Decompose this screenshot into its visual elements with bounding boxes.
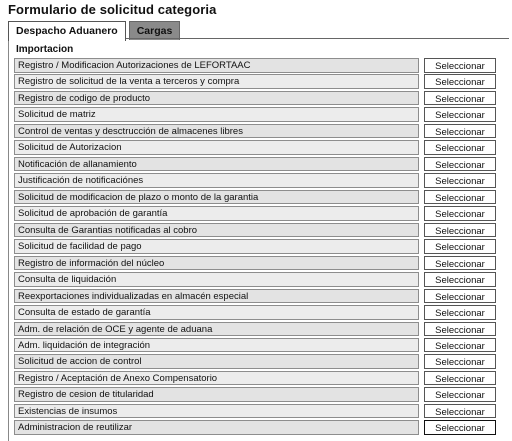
request-type-label: Adm. de relación de OCE y agente de aduana [14, 322, 419, 337]
list-item [14, 404, 498, 420]
request-type-label: Registro / Aceptación de Anexo Compensatorio [14, 371, 419, 386]
request-type-label: Consulta de estado de garantía [14, 305, 419, 320]
request-type-label: Solicitud de Autorizacion [14, 140, 419, 155]
select-button[interactable]: Seleccionar [424, 91, 496, 106]
select-button[interactable]: Seleccionar [424, 338, 496, 353]
select-button[interactable]: Seleccionar [424, 387, 496, 402]
list-item [14, 124, 498, 140]
list-item [14, 140, 498, 156]
select-button[interactable]: Seleccionar [424, 124, 496, 139]
tab-despacho-aduanero[interactable]: Despacho Aduanero [8, 21, 126, 41]
list-item [14, 387, 498, 403]
request-type-label: Justificación de notificaciónes [14, 173, 419, 188]
select-button[interactable]: Seleccionar [424, 173, 496, 188]
list-item [14, 338, 498, 354]
list-item [14, 74, 498, 90]
request-list [14, 58, 498, 437]
request-type-label: Solicitud de accion de control [14, 354, 419, 369]
select-button[interactable]: Seleccionar [424, 190, 496, 205]
list-item [14, 91, 498, 107]
request-type-label: Notificación de allanamiento [14, 157, 419, 172]
select-button[interactable]: Seleccionar [424, 140, 496, 155]
list-item [14, 272, 498, 288]
list-item [14, 157, 498, 173]
select-button[interactable]: Seleccionar [424, 256, 496, 271]
request-type-label: Registro de codigo de producto [14, 91, 419, 106]
request-type-label: Registro / Modificacion Autorizaciones de LEFORTAAC [14, 58, 419, 73]
list-item [14, 322, 498, 338]
list-item [14, 190, 498, 206]
list-item [14, 420, 498, 436]
request-type-label: Registro de solicitud de la venta a terceros y compra [14, 74, 419, 89]
list-item [14, 239, 498, 255]
request-type-label: Existencias de insumos [14, 404, 419, 419]
request-type-label: Adm. liquidación de integración [14, 338, 419, 353]
request-type-label: Reexportaciones individualizadas en almacén especial [14, 289, 419, 304]
list-item [14, 173, 498, 189]
request-type-label: Solicitud de modificacion de plazo o monto de la garantia [14, 190, 419, 205]
select-button[interactable]: Seleccionar [424, 371, 496, 386]
list-item [14, 256, 498, 272]
request-type-label: Consulta de liquidación [14, 272, 419, 287]
list-item [14, 305, 498, 321]
request-type-label: Consulta de Garantias notificadas al cobro [14, 223, 419, 238]
request-type-label: Administracion de reutilizar [14, 420, 419, 435]
tab-cargas[interactable]: Cargas [129, 21, 181, 40]
select-button[interactable]: Seleccionar [424, 107, 496, 122]
list-item [14, 289, 498, 305]
section-heading: Importacion [16, 44, 74, 55]
select-button[interactable]: Seleccionar [424, 289, 496, 304]
select-button[interactable]: Seleccionar [424, 404, 496, 419]
list-item [14, 223, 498, 239]
request-type-label: Solicitud de matriz [14, 107, 419, 122]
request-type-label: Registro de información del núcleo [14, 256, 419, 271]
select-button[interactable]: Seleccionar [424, 58, 496, 73]
list-item [14, 371, 498, 387]
select-button[interactable]: Seleccionar [424, 322, 496, 337]
request-type-label: Solicitud de facilidad de pago [14, 239, 419, 254]
request-type-label: Control de ventas y desctrucción de almacenes libres [14, 124, 419, 139]
page-title: Formulario de solicitud categoria [8, 2, 217, 17]
request-type-label: Solicitud de aprobación de garantía [14, 206, 419, 221]
list-item [14, 58, 498, 74]
select-button[interactable]: Seleccionar [424, 354, 496, 369]
list-item [14, 107, 498, 123]
list-item [14, 206, 498, 222]
select-button[interactable]: Seleccionar [424, 420, 496, 435]
select-button[interactable]: Seleccionar [424, 239, 496, 254]
select-button[interactable]: Seleccionar [424, 272, 496, 287]
select-button[interactable]: Seleccionar [424, 206, 496, 221]
request-type-label: Registro de cesion de titularidad [14, 387, 419, 402]
select-button[interactable]: Seleccionar [424, 74, 496, 89]
select-button[interactable]: Seleccionar [424, 223, 496, 238]
list-item [14, 354, 498, 370]
select-button[interactable]: Seleccionar [424, 157, 496, 172]
select-button[interactable]: Seleccionar [424, 305, 496, 320]
